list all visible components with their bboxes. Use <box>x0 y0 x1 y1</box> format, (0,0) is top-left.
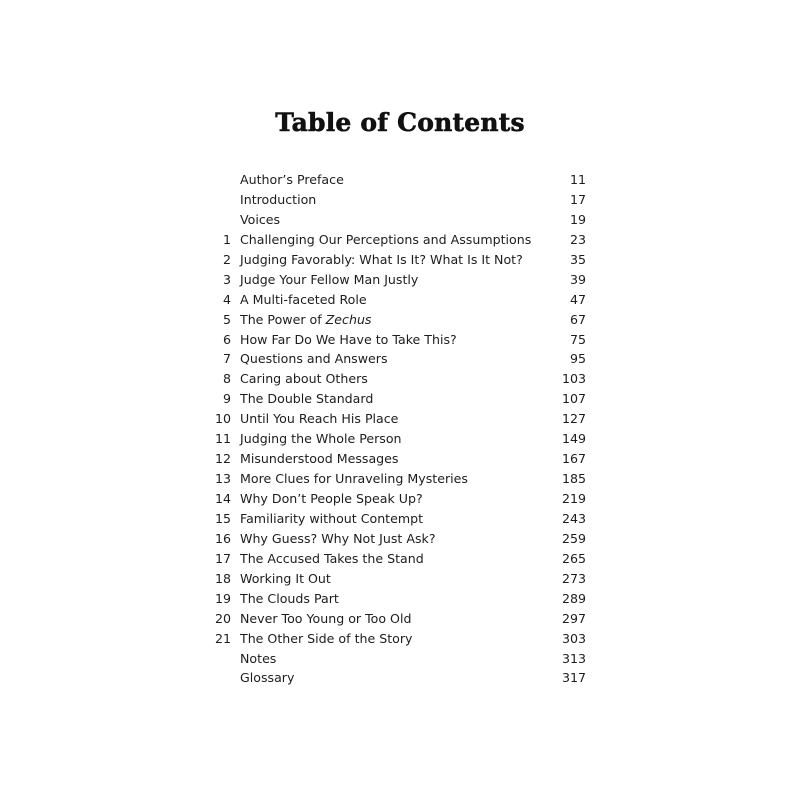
chapter-number: 16 <box>214 530 231 546</box>
toc-entry <box>0 349 800 369</box>
page-number: 303 <box>561 630 586 646</box>
page-number: 67 <box>569 311 586 327</box>
toc-entry <box>0 569 800 589</box>
entry-title-text: The Power of <box>240 311 326 327</box>
chapter-number: 19 <box>214 590 231 606</box>
entry-title: Questions and Answers <box>240 351 388 367</box>
page-number: 11 <box>569 172 586 187</box>
page-number: 313 <box>561 650 586 666</box>
toc-entry <box>0 290 800 310</box>
page-number: 219 <box>561 491 586 506</box>
chapter-number: 2 <box>222 251 231 267</box>
entry-title: Why Guess? Why Not Just Ask? <box>240 530 436 546</box>
chapter-number: 7 <box>222 351 231 367</box>
page-number: 259 <box>561 530 586 546</box>
entry-title: A Multi-faceted Role <box>240 291 367 307</box>
page-number: 17 <box>569 191 586 207</box>
toc-entry <box>0 668 800 688</box>
page-number: 243 <box>561 510 586 526</box>
entry-title: Introduction <box>240 191 317 207</box>
page-number: 23 <box>569 231 586 247</box>
page-number: 75 <box>569 331 586 347</box>
toc-entry <box>0 210 800 230</box>
page-number: 35 <box>569 251 586 267</box>
entry-title: How Far Do We Have to Take This? <box>240 331 457 347</box>
toc-entry <box>0 230 800 250</box>
entry-title: The Other Side of the Story <box>240 630 413 646</box>
entry-title: Never Too Young or Too Old <box>240 610 412 626</box>
entry-title: Why Don’t People Speak Up? <box>240 491 423 506</box>
toc-entry <box>0 330 800 350</box>
chapter-number: 18 <box>214 570 231 586</box>
entry-title: The Double Standard <box>240 391 374 407</box>
chapter-number: 4 <box>222 291 231 307</box>
page-number: 19 <box>569 211 586 227</box>
entry-title: Caring about Others <box>240 371 368 387</box>
page-title: Table of Contents <box>275 108 525 137</box>
toc-entry <box>0 250 800 270</box>
page-number: 317 <box>561 670 586 686</box>
chapter-number: 20 <box>214 610 231 626</box>
entry-title: Until You Reach His Place <box>240 411 399 427</box>
toc-entry <box>0 369 800 389</box>
page-number: 103 <box>561 371 586 387</box>
chapter-number: 11 <box>214 431 231 447</box>
entry-title: Challenging Our Perceptions and Assumptions <box>240 231 532 247</box>
chapter-number: 12 <box>214 451 231 467</box>
entry-title: Misunderstood Messages <box>240 451 399 467</box>
page-number: 107 <box>561 391 586 407</box>
toc-entry <box>0 589 800 609</box>
toc-entry <box>0 310 800 330</box>
entry-title: Notes <box>240 650 277 666</box>
page-number: 185 <box>561 471 586 487</box>
entry-title: Familiarity without Contempt <box>240 510 424 526</box>
toc-entry <box>0 190 800 210</box>
toc-entry <box>0 409 800 429</box>
page-number: 297 <box>561 610 586 626</box>
entry-title: Judge Your Fellow Man Justly <box>240 271 419 287</box>
chapter-number: 5 <box>222 311 231 327</box>
chapter-number: 13 <box>214 471 231 487</box>
page-number: 39 <box>569 271 586 287</box>
toc-entry <box>0 509 800 529</box>
toc-entry <box>0 529 800 549</box>
page-number: 167 <box>561 451 586 467</box>
toc-entry <box>0 449 800 469</box>
page-number: 47 <box>569 291 586 307</box>
entry-title: The Clouds Part <box>240 590 339 606</box>
page-number: 95 <box>569 351 586 367</box>
entry-title: Judging the Whole Person <box>240 431 402 447</box>
chapter-number: 21 <box>214 630 231 646</box>
chapter-number: 1 <box>222 231 231 247</box>
entry-title: Judging Favorably: What Is It? What Is It Not? <box>240 251 523 267</box>
page-number: 265 <box>561 550 586 566</box>
chapter-number: 14 <box>214 491 231 506</box>
entry-title: Glossary <box>240 670 295 686</box>
toc-entry <box>0 270 800 290</box>
toc-entry <box>0 649 800 669</box>
entry-title: The Accused Takes the Stand <box>240 550 424 566</box>
toc-entry <box>0 489 800 509</box>
toc-entry <box>0 170 800 190</box>
toc-entry <box>0 429 800 449</box>
toc-entry <box>0 389 800 409</box>
chapter-number: 3 <box>222 271 231 287</box>
entry-title-italic: Zechus <box>325 311 372 327</box>
chapter-number: 10 <box>214 411 231 427</box>
page-number: 273 <box>561 570 586 586</box>
page-number: 289 <box>561 590 586 606</box>
chapter-number: 15 <box>214 510 231 526</box>
entry-title: Author’s Preface <box>240 172 344 187</box>
entry-title: Voices <box>240 211 281 227</box>
entry-title: More Clues for Unraveling Mysteries <box>240 471 468 487</box>
chapter-number: 6 <box>222 331 231 347</box>
chapter-number: 8 <box>222 371 231 387</box>
entry-title: Working It Out <box>240 570 331 586</box>
chapter-number: 17 <box>214 550 231 566</box>
chapter-number: 9 <box>222 391 231 407</box>
page-number: 149 <box>561 431 586 447</box>
table-of-contents <box>0 170 800 688</box>
entry-title <box>240 310 371 330</box>
toc-entry <box>0 469 800 489</box>
toc-entry <box>0 549 800 569</box>
toc-entry <box>0 609 800 629</box>
toc-entry <box>0 629 800 649</box>
page-number: 127 <box>561 411 586 427</box>
